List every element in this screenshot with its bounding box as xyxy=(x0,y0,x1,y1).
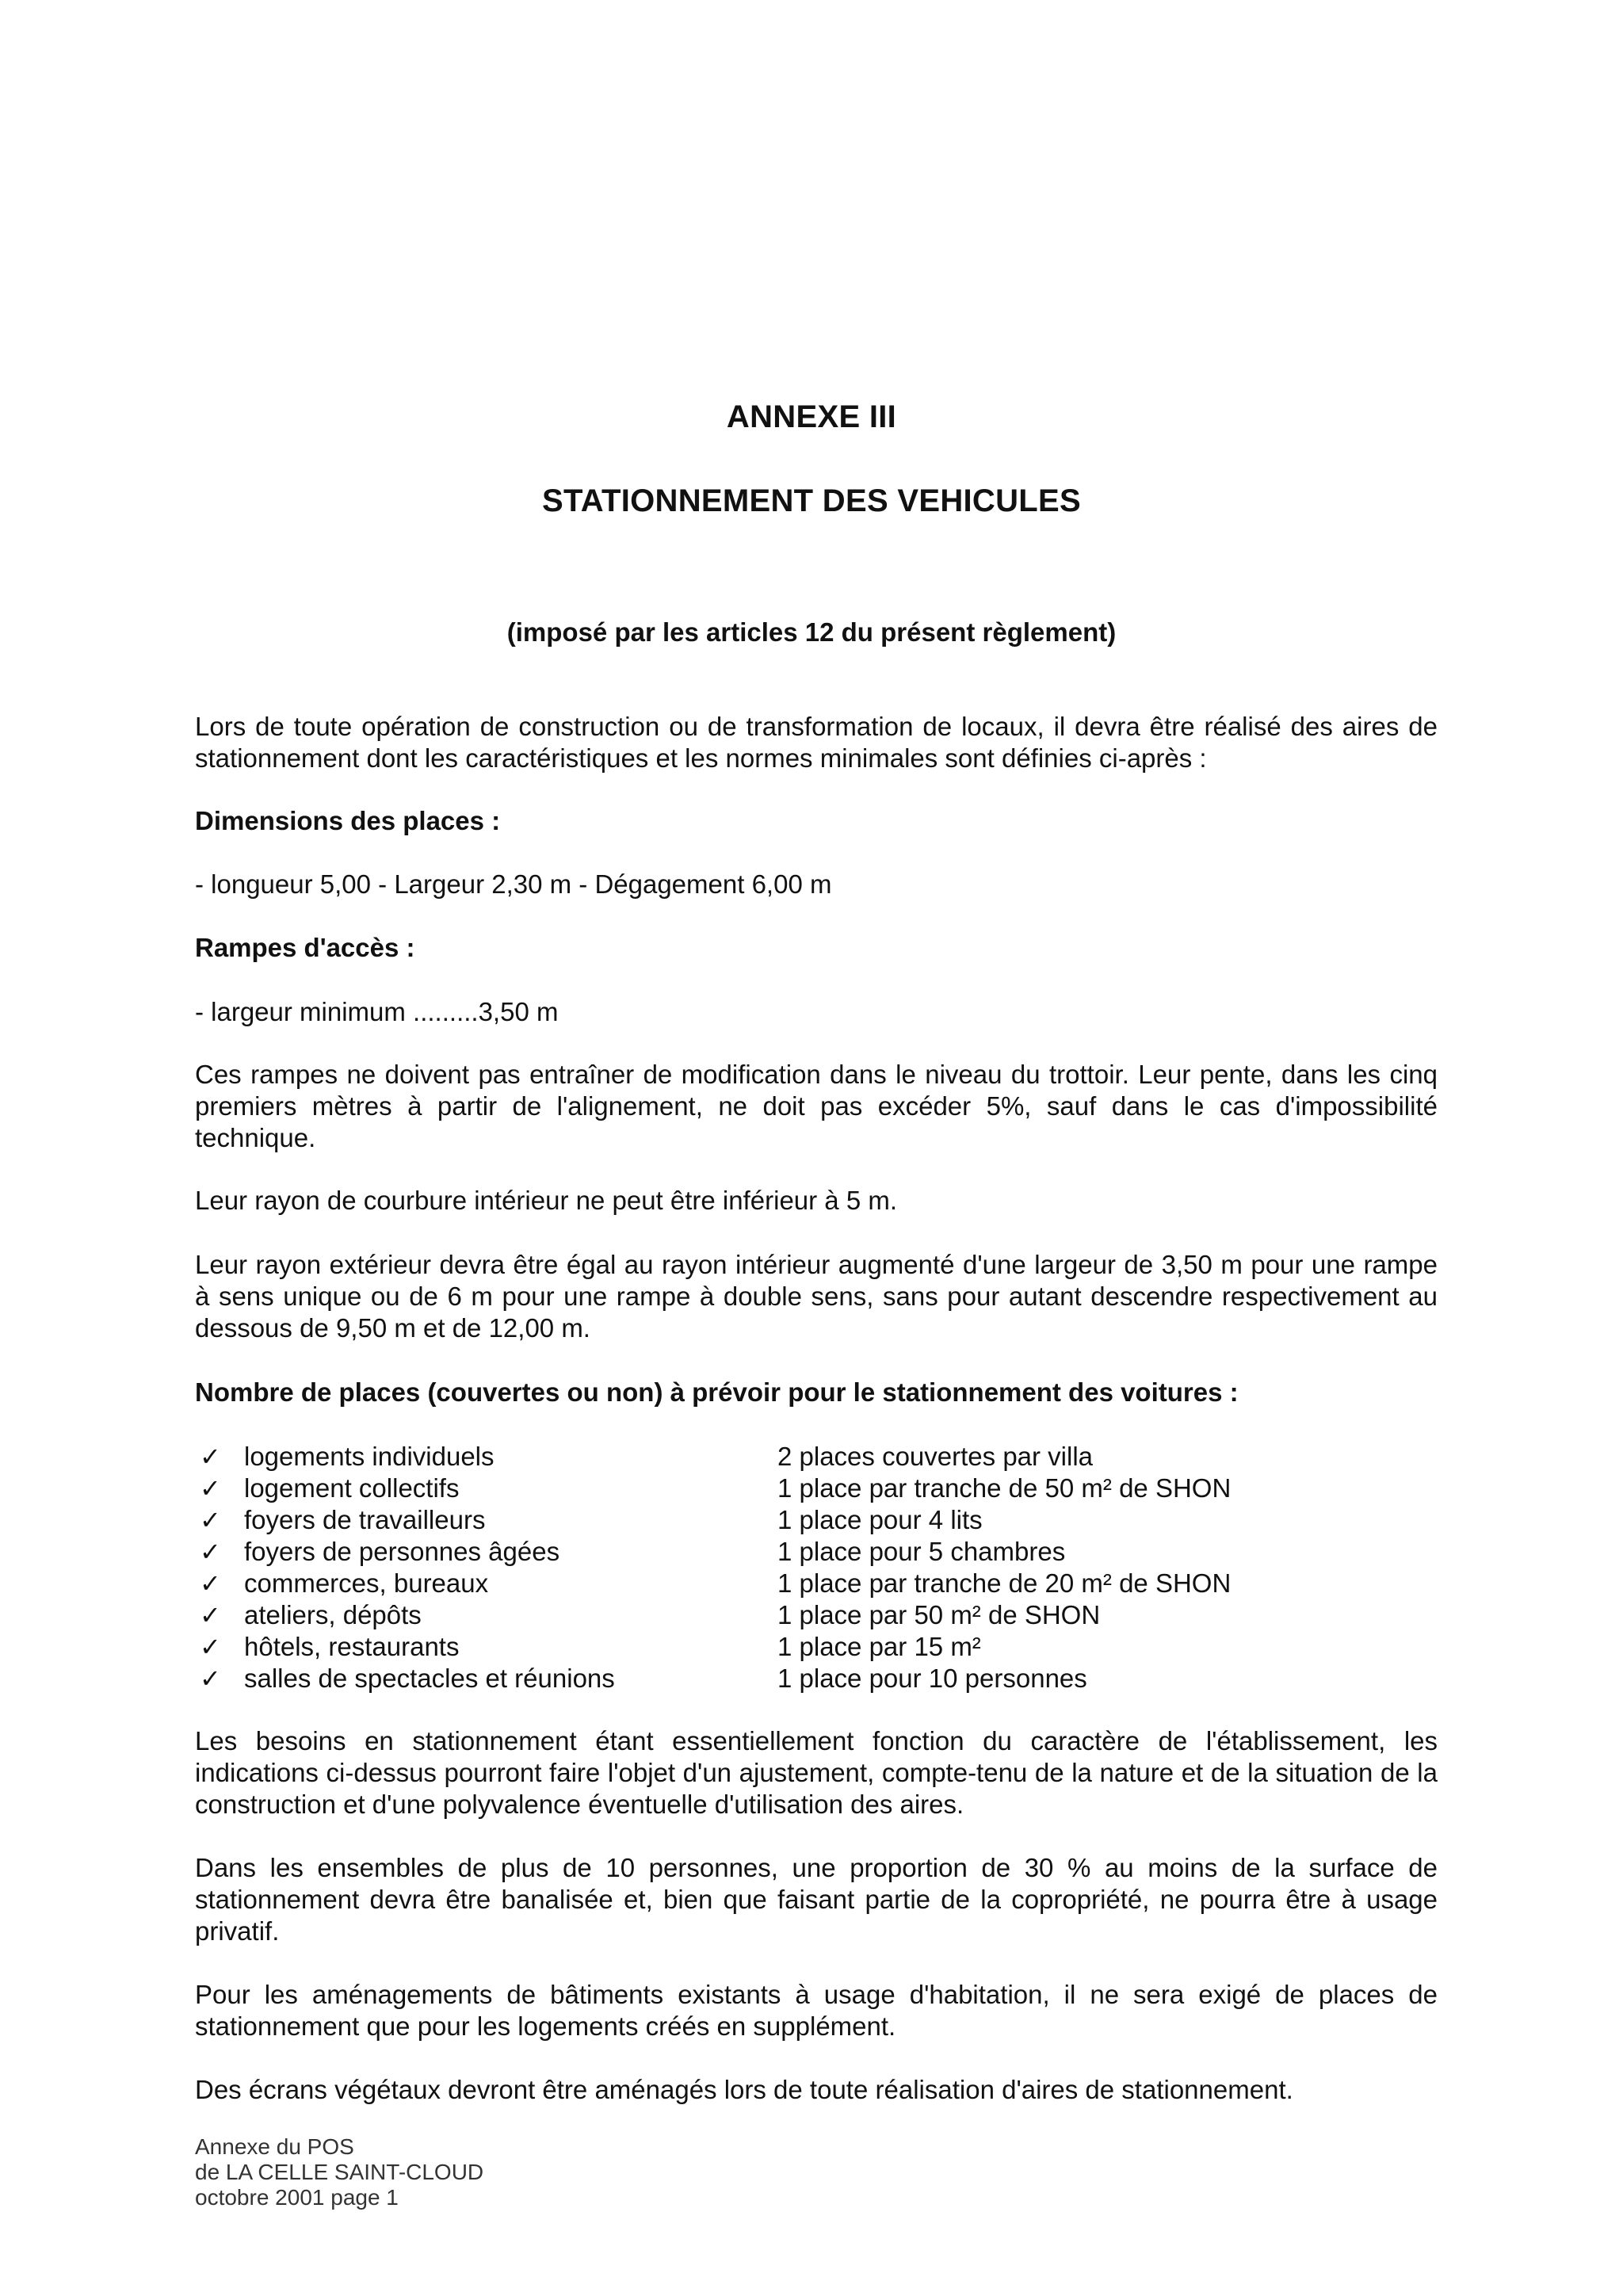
dimensions-text: - longueur 5,00 - Largeur 2,30 m - Dégagement 6,00 m xyxy=(195,869,832,899)
rampes-paragraph-outer-radius: Leur rayon extérieur devra être égal au rayon intérieur augmenté d'une largeur de 3,50 m pour une rampe à sens unique ou de 6 m pour une rampe à double sens, sans pour autant descendre respectivement au dessous de 9,50 m et de 12,00 m. xyxy=(195,1250,1438,1343)
parking-norm: 1 place par tranche de 50 m² de SHON xyxy=(777,1473,1232,1503)
list-item xyxy=(195,1441,1438,1473)
parking-norm: 2 places couvertes par villa xyxy=(777,1442,1094,1471)
rampes-paragraph-slope: Ces rampes ne doivent pas entraîner de modification dans le niveau du trottoir. Leur pente, dans les cinq premiers mètres à partir de l'alignement, ne doit pas excéder 5%, sauf dans le cas d'impossibilité technique. xyxy=(195,1060,1438,1152)
building-type: foyers de travailleurs xyxy=(244,1505,486,1534)
check-icon: ✓ xyxy=(200,1600,221,1630)
building-type: commerces, bureaux xyxy=(244,1568,489,1598)
besoins-paragraph: Les besoins en stationnement étant essentiellement fonction du caractère de l'établissement, les indications ci-dessus pourront faire l'objet d'un ajustement, compte-tenu de la nature et de la situation de la construction et d'une polyvalence éventuelle d'utilisation des aires. xyxy=(195,1726,1438,1819)
parking-requirements-list xyxy=(195,1441,1438,1694)
list-item xyxy=(195,1536,1438,1568)
list-item xyxy=(195,1473,1438,1504)
check-icon: ✓ xyxy=(200,1664,221,1694)
dimensions-heading: Dimensions des places : xyxy=(195,806,501,835)
building-type: logements individuels xyxy=(244,1442,495,1471)
page-title: STATIONNEMENT DES VEHICULES xyxy=(542,483,1081,518)
list-item xyxy=(195,1504,1438,1536)
check-icon: ✓ xyxy=(200,1442,221,1472)
parking-norm: 1 place pour 5 chambres xyxy=(777,1537,1066,1566)
building-type: ateliers, dépôts xyxy=(244,1600,422,1629)
check-icon: ✓ xyxy=(200,1537,221,1567)
ecrans-paragraph: Des écrans végétaux devront être aménagés lors de toute réalisation d'aires de stationnement. xyxy=(195,2075,1293,2104)
ensembles-paragraph: Dans les ensembles de plus de 10 personnes, une proportion de 30 % au moins de la surface de stationnement devra être banalisée et, bien que faisant partie de la copropriété, ne pourra être à usage privatif. xyxy=(195,1853,1438,1946)
intro-paragraph: Lors de toute opération de construction ou de transformation de locaux, il devra être réalisé des aires de stationnement dont les caractéristiques et les normes minimales sont définies ci-après : xyxy=(195,712,1438,773)
footer-line: Annexe du POS xyxy=(195,2134,354,2159)
parking-norm: 1 place par 15 m² xyxy=(777,1632,981,1661)
parking-norm: 1 place pour 10 personnes xyxy=(777,1664,1087,1693)
rampes-width-text: - largeur minimum .........3,50 m xyxy=(195,997,559,1026)
parking-norm: 1 place pour 4 lits xyxy=(777,1505,983,1534)
rampes-heading: Rampes d'accès : xyxy=(195,933,415,962)
list-item xyxy=(195,1663,1438,1694)
building-type: foyers de personnes âgées xyxy=(244,1537,560,1566)
check-icon: ✓ xyxy=(200,1505,221,1535)
list-item xyxy=(195,1599,1438,1631)
footer-line: de LA CELLE SAINT-CLOUD xyxy=(195,2160,484,2184)
footer-page-info: octobre 2001 page 1 xyxy=(195,2185,399,2210)
building-type: logement collectifs xyxy=(244,1473,460,1503)
parking-norm: 1 place par 50 m² de SHON xyxy=(777,1600,1101,1629)
check-icon: ✓ xyxy=(200,1473,221,1503)
page-footer xyxy=(195,2134,483,2210)
check-icon: ✓ xyxy=(200,1568,221,1599)
check-icon: ✓ xyxy=(200,1632,221,1662)
rampes-paragraph-inner-radius: Leur rayon de courbure intérieur ne peut être inférieur à 5 m. xyxy=(195,1186,898,1215)
list-item xyxy=(195,1568,1438,1599)
nombre-heading: Nombre de places (couvertes ou non) à prévoir pour le stationnement des voitures : xyxy=(195,1377,1239,1407)
parking-norm: 1 place par tranche de 20 m² de SHON xyxy=(777,1568,1232,1598)
amenagements-paragraph: Pour les aménagements de bâtiments existants à usage d'habitation, il ne sera exigé de places de stationnement que pour les logements créés en supplément. xyxy=(195,1980,1438,2041)
building-type: hôtels, restaurants xyxy=(244,1632,460,1661)
annex-number-heading: ANNEXE III xyxy=(726,399,897,434)
building-type: salles de spectacles et réunions xyxy=(244,1664,615,1693)
list-item xyxy=(195,1631,1438,1663)
page-subtitle: (imposé par les articles 12 du présent règlement) xyxy=(506,617,1117,647)
